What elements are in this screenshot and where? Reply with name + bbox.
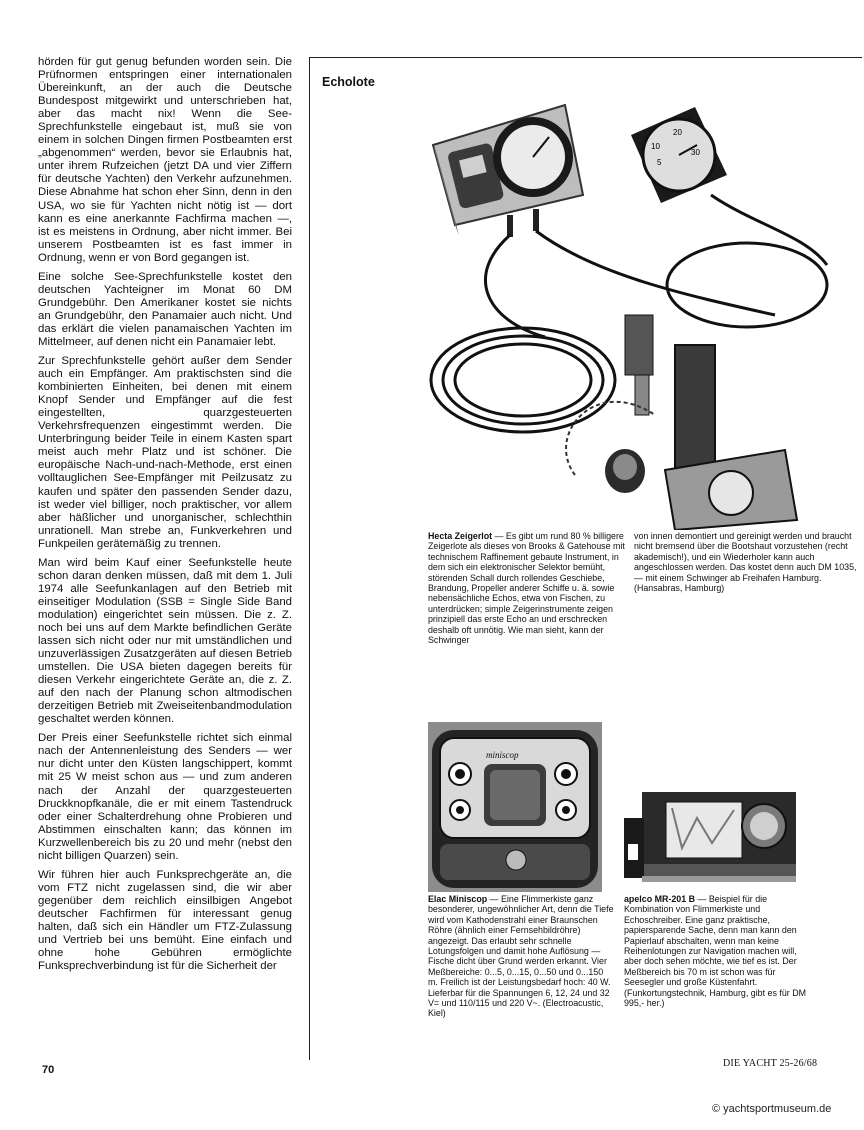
elac-caption <box>428 894 614 1019</box>
echolote-sidebar <box>309 57 862 1060</box>
dial-number-20: 20 <box>673 128 682 137</box>
elac-caption-title: Elac Miniscop <box>428 894 488 904</box>
dial-number-30: 30 <box>691 148 700 157</box>
elac-miniscop-photo <box>428 722 602 892</box>
sidebar-title: Echolote <box>322 75 375 89</box>
dial-number-10: 10 <box>651 142 660 151</box>
apelco-caption-title: apelco MR-201 B <box>624 894 696 904</box>
apelco-mr201b-photo <box>622 778 800 893</box>
miniscop-brand-label: miniscop <box>486 750 519 760</box>
apelco-caption-text: — Beispiel für die Kombination von Flimmerkiste und Echoschreiber. Eine ganz praktische, papiersparende Sache, denn man kann den Papierlauf abschalten, wenn man keine Reihenlotungen zur Navigation machen will, aber doch sehen möchte, wie tief es ist. Der Meßbereich bis 70 m ist schon was für Seesegler und große Küstenfahrt. (Funkortungstechnik, Hamburg, gibt es für DM 995,- her.) <box>624 894 807 1009</box>
elac-caption-text: — Eine Flimmerkiste ganz besonderer, ungewöhnlicher Art, denn die Tiefe wird vom Kathodenstrahl einer Braunschen Röhre (ähnlich einer Fernsehbildröhre) angezeigt. Das erlaubt sehr schnelle Lotungsfolgen und damit hohe Auflösung — Fische dicht über Grund werden erkannt. Vier Meßbereiche: 0...5, 0...15, 0...50 und 0...150 m. Freilich ist der Leistungsbedarf hoch: 40 W. Lieferbar für die Spannungen 6, 12, 24 und 32 V= und 110/115 und 220 V~. (Electroacustic, Kiel) <box>428 894 614 1019</box>
paragraph-4: Man wird beim Kauf einer Seefunkstelle heute schon daran denken müssen, daß mit dem 1. Juli 1974 alle Seefunkanlagen auf den Betrieb mit einseitiger Modulation (SSB = Single Side Band modulation) eingerichtet sein müssen. Die z. Z. noch bei uns auf dem Markte befindlichen Geräte lassen sich nicht oder nur mit umständlichen und unzuverlässigen Zusatzgeräten auf diesen Betrieb umstellen. Die USA bieten dagegen bereits für diesen Verkehr eingerichtete Geräte an, die z. Z. auf den nach der Planung schon altmodischen derzeitigen Betrieb mit Zweiseitenbandmodulation geschaltet werden können. <box>38 556 292 726</box>
paragraph-5: Der Preis einer Seefunkstelle richtet sich einmal nach der Antennenleistung des Senders — wer nur dicht unter den Küsten langschippert, kommt mit 25 W meist schon aus — und zum anderen nach der Anzahl der quarzgesteuerten Druckknopfkanäle, die er mit einem Tastendruck oder einer Schalterdrehung ohne Probieren und Abstimmen einschalten kann; das können im Kurzwellenbereich bis zu 20 und mehr (nebst den nicht billigen Quarzen) sein. <box>38 732 292 862</box>
paragraph-1: hörden für gut genug befunden worden sein. Die Prüfnormen entspringen einer internationalen Übereinkunft, an der auch die Deutsche Bundespost mitgewirkt und unterschrieben hat, aber das macht nix! Wenn die See-Sprechfunkstelle eingebaut ist, muß sie von einem in solchen Dingen firmen Postbeamten erst „abgenommen“ werden, bevor sie Erlaubnis hat, unter ihrem Rufzeichen (jetzt DA und vier Ziffern für deutsche Yachten) den Verkehr aufzunehmen. Diese Abnahme hat schon eher Sinn, denn in den USA, wo sie für Yachten nicht nötig ist — dort kann es eine anerkannte Fachfirma machen —, ist es meistens in Ordnung, aber nicht immer. Bei unserem Postbeamten ist es fast immer in Ordnung, wenn er von Bord gegangen ist. <box>38 56 292 264</box>
dial-number-5: 5 <box>657 158 662 167</box>
hecta-caption-left <box>428 531 626 645</box>
watermark: © yachtsportmuseum.de <box>712 1103 832 1115</box>
paragraph-3: Zur Sprechfunkstelle gehört außer dem Sender auch ein Empfänger. Am praktischsten sind die kombinierten Einheiten, bei denen mit einem Knopf Sender und Empfänger auf die fest eingestellten, quarzgesteuerten Verkehrsfrequenzen eingestimmt werden. Die Unterbringung beider Teile in einem Kasten spart meist auch mehr Platz und ist schöner. Die europäische Nach-und-nach-Methode, erst einen volltauglichen See-Empfänger mit Peilzusatz zu kaufen und später den passenden Sender dazu, ist weder viel billiger, noch praktischer, vor allem aber häßlicher und unorganischer, schlechthin unrationell. Man strebe an, Funkverkehren und Funkpeilen gerätemäßig zu trennen. <box>38 355 292 550</box>
hecta-caption-right: von innen demontiert und gereinigt werden und braucht nicht bremsend über die Bootshaut vorzustehen (recht akademisch!), und ein Wiederholer kann auch angeschlossen werden. Das kostet denn auch DM 1035,— mit einem Schwinger ab Freihafen Hamburg. (Hansabras, Hamburg) <box>634 531 857 594</box>
hecta-caption-text-left: — Es gibt um rund 80 % billigere Zeigerlote als dieses von Brooks & Gatehouse mit technischem Raffinement gebaute Instrument, in dem sich ein elektronischer Selektor bemüht, störenden Schall durch rollendes Geschiebe, Brandung, Propeller anderer Schiffe u. ä. sowie nebensächliche Echos, etwa von Fischen, zu unterdrücken; simple Zeigerinstrumente zeigen prinzipiell das erste Echo an und erschrecken deshalb oft unnötig. Wie man sieht, kann der Schwinger <box>428 531 625 646</box>
page-number: 70 <box>42 1064 55 1076</box>
apelco-caption <box>624 894 810 1008</box>
hecta-zeigerlot-photo <box>425 75 859 530</box>
paragraph-6: Wir führen hier auch Funksprechgeräte an, die vom FTZ nicht zugelassen sind, die wir aber gegenüber dem reichlich einsilbigen Angebot deutscher Fachfirmen für interessant genug halten, daß sich ein Händler um FTZ-Zulassung und Vertrieb bei uns bemüht. Eine einfach und ohne hohe Gebühren ermöglichte Funksprechverbindung ist für die Sicherheit der <box>38 868 292 973</box>
paragraph-2: Eine solche See-Sprechfunkstelle kostet den deutschen Yachteigner im Monat 60 DM Grundgebühr. Den Amerikaner kostet sie nichts an Grundgebühr, den Panamaier auch nicht. Und das erklärt die vielen panamaischen Yachten im Mittelmeer, auf denen nicht ein Panamaier lebt. <box>38 270 292 348</box>
journal-issue-label: DIE YACHT 25-26/68 <box>723 1058 818 1069</box>
main-article-column <box>38 56 292 979</box>
hecta-caption-title: Hecta Zeigerlot <box>428 531 493 541</box>
